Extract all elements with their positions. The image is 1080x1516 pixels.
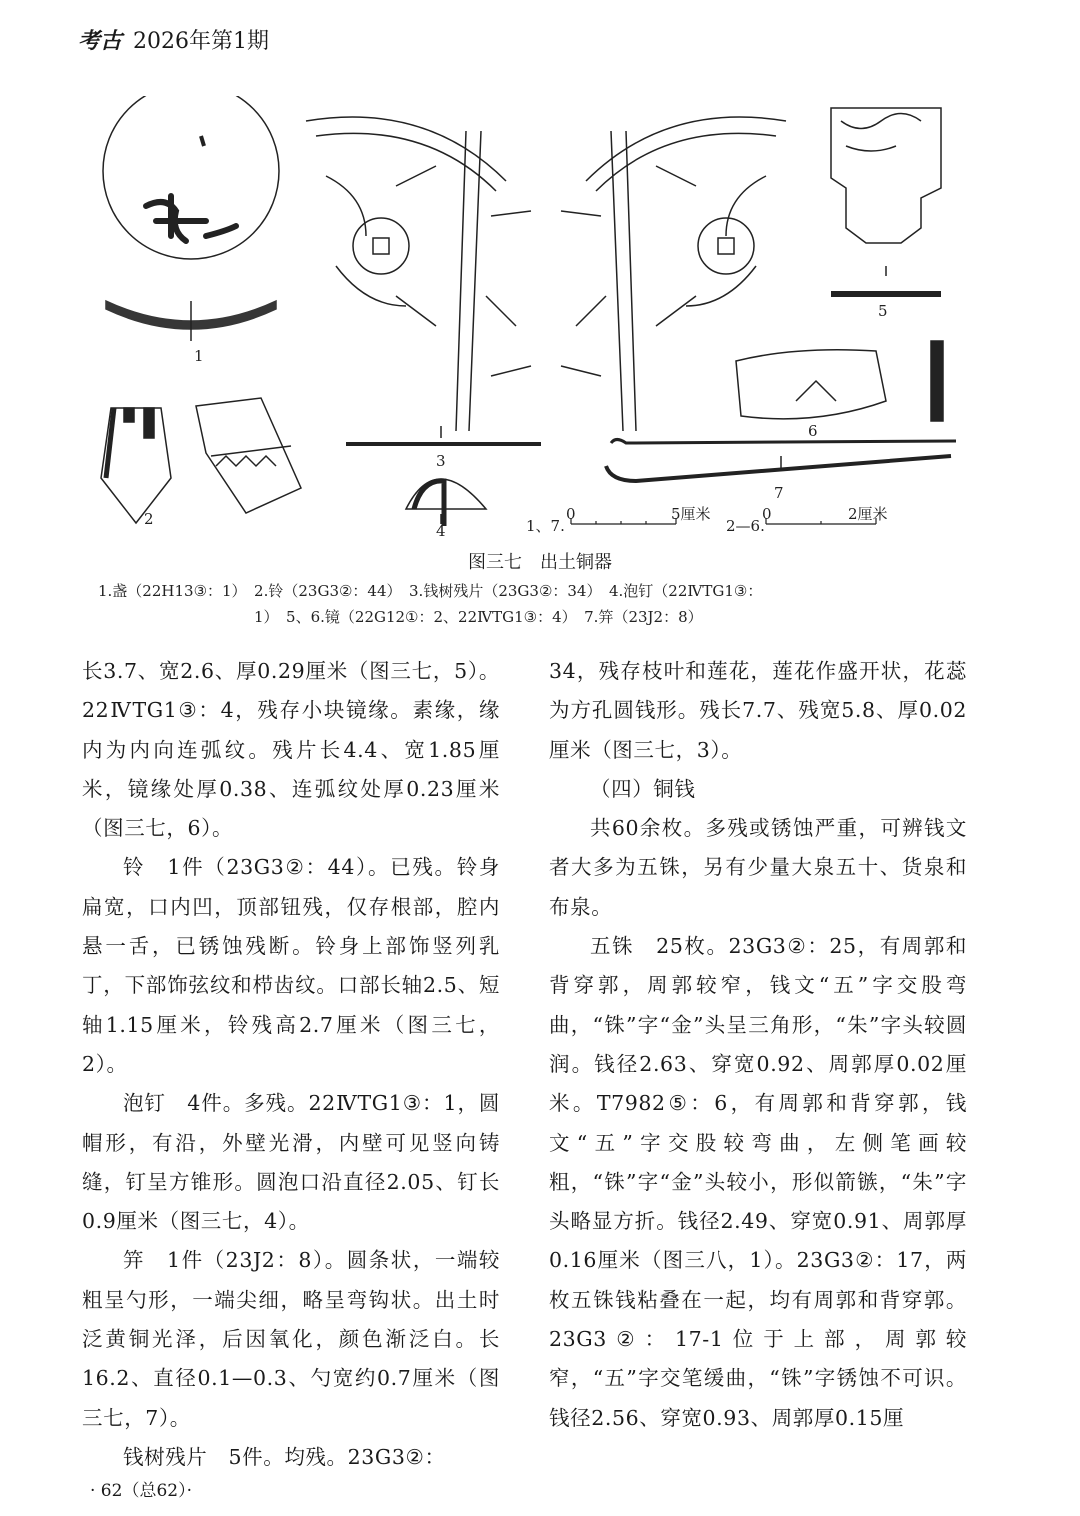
paragraph: 泡钉 4件。多残。22ⅣTG1③：1，圆帽形，有沿，外壁光滑，内壁可见竖向铸缝，钉呈方锥形。圆泡口沿直径2.05、钉长0.9厘米（图三七，4）。 — [82, 1091, 500, 1234]
paragraph: 五铢 25枚。23G3②：25，有周郭和背穿郭，周郭较窄，钱文“五”字交股弯曲，“铢”字“金”头呈三角形，“朱”字头较圆润。钱径2.63、穿宽0.92、周郭厚0.02厘米。T7982⑤：6，有周郭和背穿郭，钱文“五”字交股较弯曲，左侧笔画较粗，“铢”字“金”头较小，形似箭镞，“朱”字头略显方折。钱径2.49、穿宽0.91、周郭厚0.16厘米（图三八，1）。23G3②：17，两枚五铢钱粘叠在一起，均有周郭和背穿郭。23G3②：17-1位于上部，周郭较窄，“五”字交笔缓曲，“铢”字锈蚀不可识。钱径2.56、穿宽0.93、周郭厚0.15厘 — [549, 934, 967, 1430]
issue-label: 2026年第1期 — [133, 29, 270, 54]
scale1-zero: 0 — [566, 505, 576, 523]
artifact-2-bell-drawing — [101, 398, 301, 523]
paragraph: 长3.7、宽2.6、厚0.29厘米（图三七，5）。22ⅣTG1③：4，残存小块镜缘。素缘，缘内为内向连弧纹。残片长4.4、宽1.85厘米，镜缘处厚0.38、连弧纹处厚0.23厘米（图三七，6）。 — [82, 659, 500, 841]
artifact-3-money-tree-drawing — [306, 117, 786, 444]
scale2-label: 2—6. — [726, 517, 765, 535]
scale-bars — [571, 518, 876, 524]
paragraph: 共60余枚。多残或锈蚀严重，可辨钱文者大多为五铢，另有少量大泉五十、货泉和布泉。 — [549, 816, 967, 919]
figure-caption-line-2: 1） 5、6.镜（22G12①：2、22ⅣTG1③：4） 7.笄（23J2：8） — [254, 608, 703, 626]
paragraph: 铃 1件（23G3②：44）。已残。铃身扁宽，口内凹，顶部钮残，仅存根部，腔内悬一舌，已锈蚀残断。铃身上部饰竖列乳丁，下部饰弦纹和栉齿纹。口部长轴2.5、短轴1.15厘米，铃残高2.7厘米（图三七，2）。 — [82, 855, 500, 1076]
section-heading: （四）铜钱 — [590, 776, 696, 801]
left-text-column — [82, 652, 500, 1477]
page-number: · 62（总62）· — [90, 1481, 192, 1501]
figure-caption-line-1: 1.盏（22H13③：1） 2.铃（23G3②：44） 3.钱树残片（23G3②：34） 4.泡钉（22ⅣTG1③： — [98, 582, 763, 600]
artifact-1-cup-drawing — [103, 96, 279, 341]
paragraph: 笄 1件（23J2：8）。圆条状，一端较粗呈勺形，一端尖细，略呈弯钩状。出土时泛黄铜光泽，后因氧化，颜色渐泛白。长16.2、直径0.1—0.3、勺宽约0.7厘米（图三七，7）。 — [82, 1248, 500, 1430]
figure-label-7: 7 — [774, 484, 784, 502]
figure-title: 图三七 出土铜器 — [468, 552, 612, 573]
artifact-6-mirror-rim-drawing — [736, 341, 943, 421]
paragraph: 钱树残片 5件。均残。23G3②： — [123, 1444, 446, 1469]
artifact-4-bubble-nail-drawing — [406, 479, 486, 526]
figure-label-3: 3 — [436, 452, 446, 470]
figure-label-5: 5 — [878, 302, 888, 320]
scale2-zero: 0 — [762, 505, 772, 523]
journal-logo: 考古 — [78, 28, 123, 54]
figure-caption — [98, 578, 978, 630]
figure-label-6: 6 — [808, 422, 818, 440]
scale2-end: 2厘米 — [848, 505, 888, 523]
figure-label-4: 4 — [436, 522, 446, 536]
running-header — [78, 24, 269, 55]
paragraph: 34，残存枝叶和莲花，莲花作盛开状，花蕊为方孔圆钱形。残长7.7、残宽5.8、厚0.02厘米（图三七，3）。 — [549, 659, 967, 762]
figure-label-2: 2 — [144, 510, 154, 528]
right-text-column — [549, 652, 967, 1438]
scale1-end: 5厘米 — [671, 505, 711, 523]
scale1-label: 1、7. — [526, 517, 565, 535]
figure-label-1: 1 — [194, 347, 204, 365]
artifact-7-hairpin-drawing — [606, 440, 956, 482]
artifact-5-mirror-fragment-drawing — [831, 108, 941, 294]
bronze-artifacts-figure — [96, 96, 976, 536]
